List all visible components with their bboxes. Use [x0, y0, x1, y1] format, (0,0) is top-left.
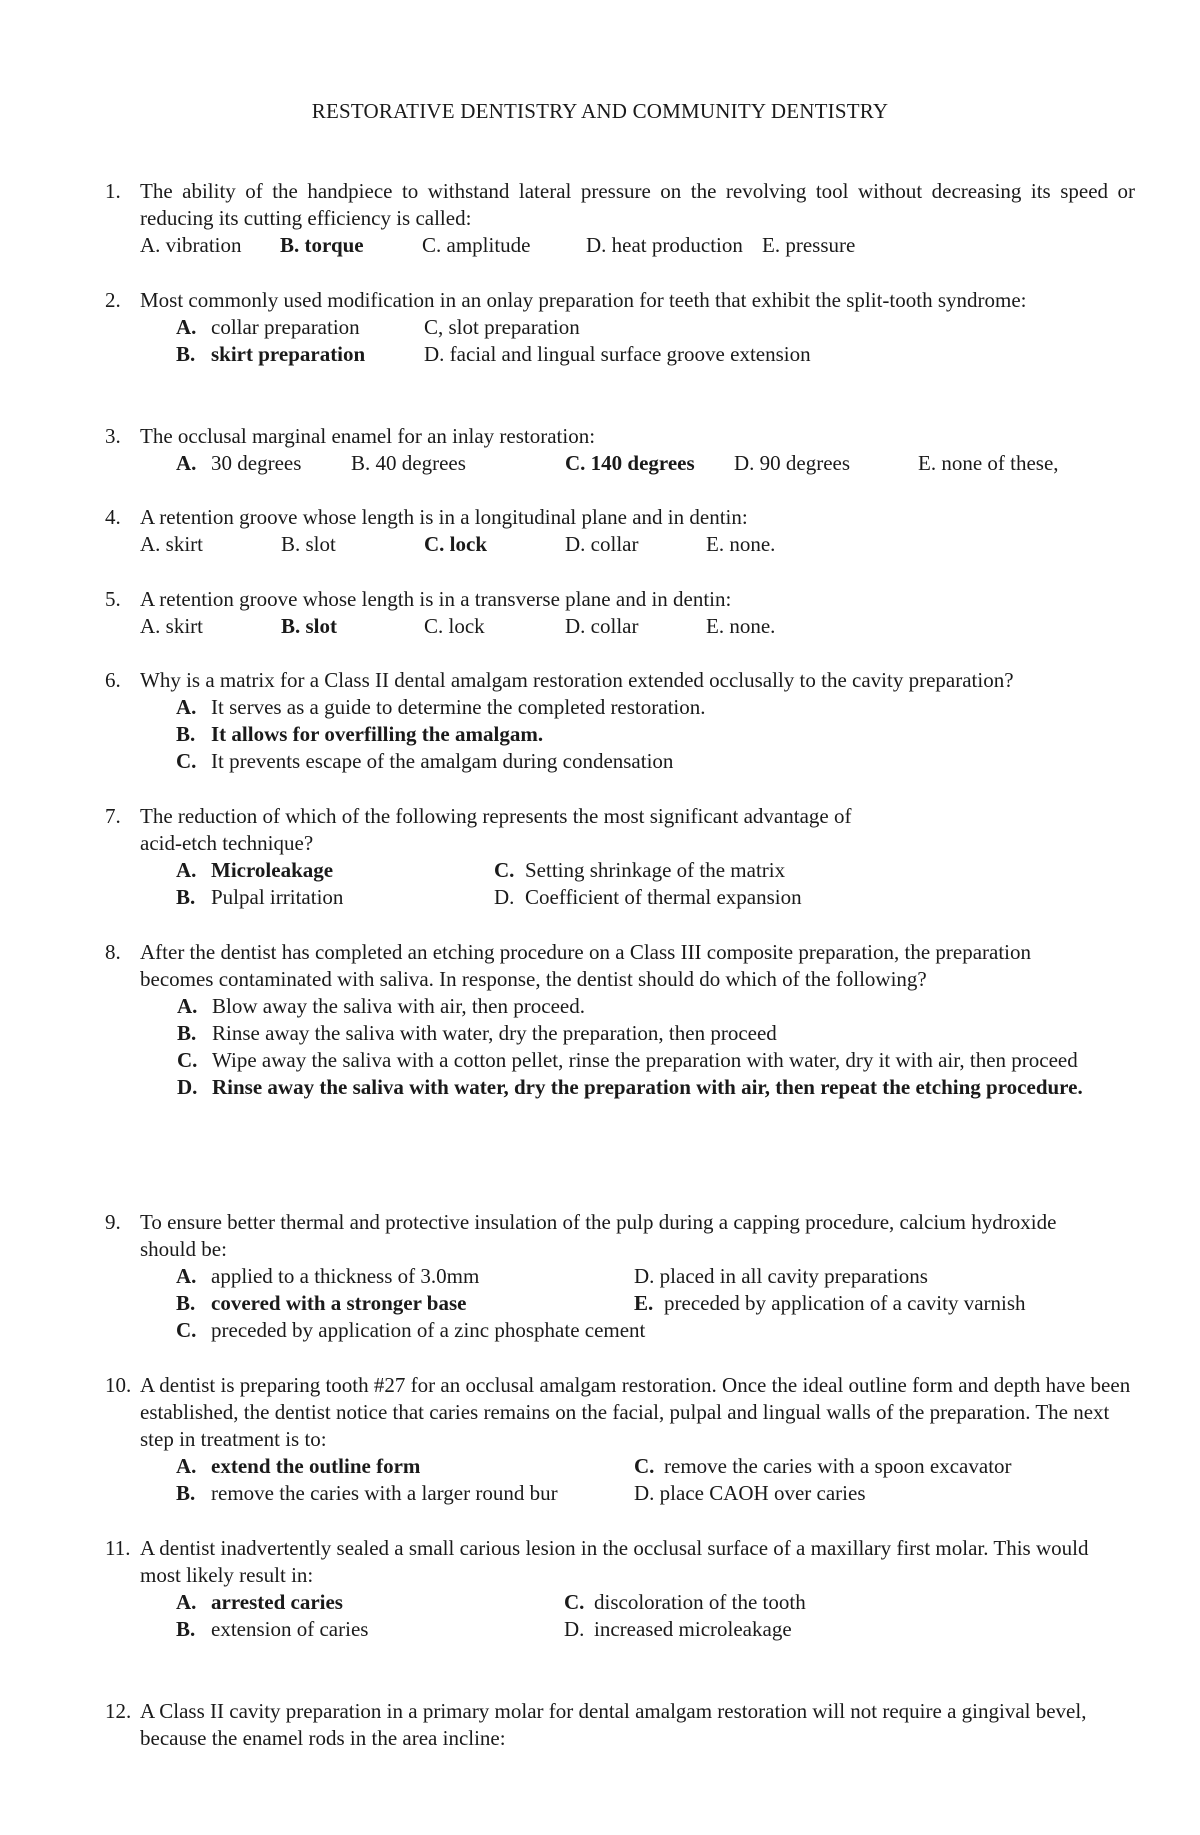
question-3: [105, 423, 1135, 477]
option-letter: C.: [564, 1590, 585, 1614]
question-text: The reduction of which of the following represents the most significant advantage of acid-etch technique?: [140, 804, 852, 855]
option-b: It allows for overfilling the amalgam.: [211, 722, 544, 746]
option-a: It serves as a guide to determine the completed restoration.: [211, 695, 706, 719]
option-b: B. slot: [281, 614, 338, 638]
question-number: 3.: [105, 424, 121, 448]
option-c: Wipe away the saliva with a cotton pellet, rinse the preparation with water, dry it with air, then proceed: [212, 1048, 1078, 1072]
question-number: 2.: [105, 288, 121, 312]
option-b: covered with a stronger base: [211, 1291, 467, 1315]
option-letter: B.: [176, 1617, 196, 1641]
question-text: Most commonly used modification in an onlay preparation for teeth that exhibit the split-tooth syndrome:: [140, 288, 1027, 312]
question-number: 11.: [105, 1536, 131, 1560]
option-a: Microleakage: [211, 858, 334, 882]
options: [140, 694, 1135, 775]
options: [140, 1453, 1135, 1507]
question-number: 9.: [105, 1210, 121, 1234]
option-letter: A.: [176, 315, 197, 339]
option-a: A. skirt: [140, 532, 203, 556]
question-text: Why is a matrix for a Class II dental amalgam restoration extended occlusally to the cavity preparation?: [140, 668, 1014, 692]
option-letter: A.: [177, 994, 198, 1018]
option-c: discoloration of the tooth: [594, 1590, 806, 1614]
option-c: C. amplitude: [422, 233, 531, 257]
question-8: [105, 939, 1135, 1101]
question-text: A retention groove whose length is in a longitudinal plane and in dentin:: [140, 505, 748, 529]
option-letter: A.: [176, 1590, 197, 1614]
option-c: C, slot preparation: [424, 315, 580, 339]
option-letter: D.: [177, 1075, 198, 1099]
option-letter: A.: [176, 858, 197, 882]
option-c: It prevents escape of the amalgam during condensation: [211, 749, 674, 773]
option-d: Rinse away the saliva with water, dry the preparation with air, then repeat the etching procedure.: [212, 1075, 1083, 1099]
option-d: D. facial and lingual surface groove extension: [424, 342, 811, 366]
option-c: Setting shrinkage of the matrix: [525, 858, 786, 882]
option-d: D. heat production: [586, 233, 743, 257]
option-letter: D.: [564, 1617, 585, 1641]
option-letter: B.: [177, 1021, 197, 1045]
options: [140, 1263, 1135, 1344]
option-e: E. none.: [706, 532, 776, 556]
option-letter: C.: [177, 1048, 198, 1072]
option-letter: A.: [176, 695, 197, 719]
question-7: [105, 803, 1135, 911]
question-text: A Class II cavity preparation in a primary molar for dental amalgam restoration will not require a gingival bevel, because the enamel rods in the area incline:: [140, 1699, 1087, 1750]
option-letter: E.: [634, 1291, 654, 1315]
option-letter: A.: [176, 1264, 197, 1288]
option-a: collar preparation: [211, 315, 360, 339]
option-letter: A.: [176, 451, 197, 475]
option-b: extension of caries: [211, 1617, 369, 1641]
option-c: C. lock: [424, 532, 487, 556]
question-number: 1.: [105, 179, 121, 203]
options: [140, 531, 1135, 558]
question-number: 4.: [105, 505, 121, 529]
option-d: Coefficient of thermal expansion: [525, 885, 802, 909]
option-a: Blow away the saliva with air, then proceed.: [212, 994, 585, 1018]
option-a: A. skirt: [140, 614, 203, 638]
option-a: applied to a thickness of 3.0mm: [211, 1264, 480, 1288]
option-letter: A.: [176, 1454, 197, 1478]
options: [140, 450, 1135, 477]
option-d: D. placed in all cavity preparations: [634, 1264, 928, 1288]
question-text: The occlusal marginal enamel for an inlay restoration:: [140, 424, 596, 448]
option-e: E. none.: [706, 614, 776, 638]
option-d: D. place CAOH over caries: [634, 1481, 866, 1505]
option-d: D. collar: [565, 614, 639, 638]
question-number: 8.: [105, 940, 121, 964]
question-number: 12.: [105, 1699, 132, 1723]
question-text: A retention groove whose length is in a transverse plane and in dentin:: [140, 587, 732, 611]
question-text: To ensure better thermal and protective insulation of the pulp during a capping procedure, calcium hydroxide should be:: [140, 1210, 1057, 1261]
page-title: RESTORATIVE DENTISTRY AND COMMUNITY DENTISTRY: [311, 99, 889, 123]
options: [140, 232, 1135, 259]
option-d: increased microleakage: [594, 1617, 792, 1641]
option-letter: C.: [176, 1318, 197, 1342]
option-letter: B.: [176, 342, 196, 366]
option-b: Pulpal irritation: [211, 885, 344, 909]
question-9: [105, 1209, 1135, 1344]
question-number: 10.: [105, 1373, 132, 1397]
option-letter: B.: [176, 885, 196, 909]
option-letter: C.: [494, 858, 515, 882]
question-text: The ability of the handpiece to withstand lateral pressure on the revolving tool without decreasing its speed or reducing its cutting efficiency is called:: [140, 179, 1135, 230]
option-e: preceded by application of a cavity varnish: [664, 1291, 1026, 1315]
option-letter: B.: [176, 1291, 196, 1315]
options: [140, 314, 1135, 368]
option-letter: C.: [176, 749, 197, 773]
question-12: [105, 1698, 1135, 1752]
option-b: remove the caries with a larger round bur: [211, 1481, 558, 1505]
options: [140, 857, 1135, 911]
question-number: 5.: [105, 587, 121, 611]
option-a: 30 degrees: [211, 451, 302, 475]
option-b: Rinse away the saliva with water, dry the preparation, then proceed: [212, 1021, 777, 1045]
option-c: remove the caries with a spoon excavator: [664, 1454, 1012, 1478]
question-text: A dentist is preparing tooth #27 for an occlusal amalgam restoration. Once the ideal outline form and depth have been established, the dentist notice that caries remains on the facial, pulpal and lingual walls of the preparation. The next step in treatment is to:: [140, 1373, 1131, 1451]
option-letter: C.: [634, 1454, 655, 1478]
question-text: A dentist inadvertently sealed a small carious lesion in the occlusal surface of a maxillary first molar. This would most likely result in:: [140, 1536, 1089, 1587]
option-a: arrested caries: [211, 1590, 343, 1614]
question-5: [105, 586, 1135, 640]
option-d: D. 90 degrees: [734, 451, 851, 475]
option-c: preceded by application of a zinc phosphate cement: [211, 1318, 646, 1342]
question-4: [105, 504, 1135, 558]
question-number: 6.: [105, 668, 121, 692]
question-10: [105, 1372, 1135, 1507]
options: [140, 1589, 1135, 1643]
option-c: C. 140 degrees: [565, 451, 695, 475]
option-d: D. collar: [565, 532, 639, 556]
option-e: E. none of these,: [918, 451, 1059, 475]
option-a: A. vibration: [140, 233, 242, 257]
option-letter: B.: [176, 722, 196, 746]
option-a: extend the outline form: [211, 1454, 421, 1478]
option-e: E. pressure: [762, 233, 856, 257]
option-letter: D.: [494, 885, 515, 909]
option-c: C. lock: [424, 614, 485, 638]
question-1: [105, 178, 1135, 259]
question-11: [105, 1535, 1135, 1643]
options: [140, 613, 1135, 640]
question-6: [105, 667, 1135, 775]
option-b: B. torque: [280, 233, 364, 257]
question-text: After the dentist has completed an etching procedure on a Class III composite preparation, the preparation becomes contaminated with saliva. In response, the dentist should do which of the following?: [140, 940, 1032, 991]
option-b: skirt preparation: [211, 342, 366, 366]
question-number: 7.: [105, 804, 121, 828]
option-b: B. 40 degrees: [351, 451, 466, 475]
question-2: [105, 287, 1135, 368]
option-letter: B.: [176, 1481, 196, 1505]
options: [177, 993, 1135, 1101]
option-b: B. slot: [281, 532, 336, 556]
